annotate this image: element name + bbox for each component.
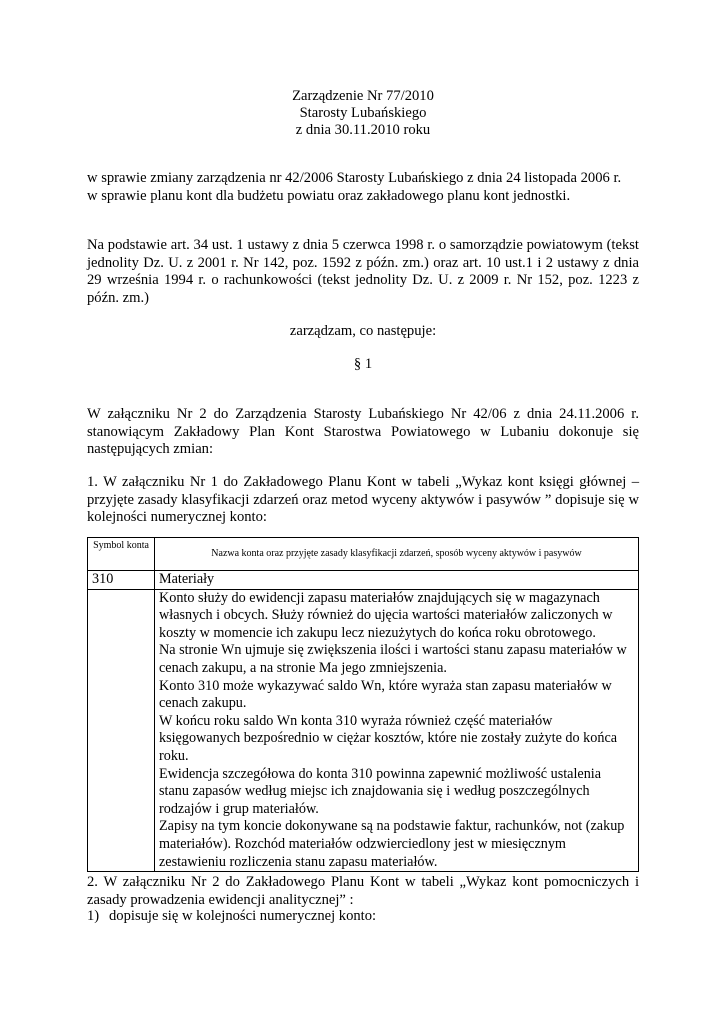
subject-line-1: w sprawie zmiany zarządzenia nr 42/2006 Starosty Lubańskiego z dnia 24 listopada 2006 r. <box>87 170 622 186</box>
account-name-cell: Materiały <box>155 571 639 590</box>
account-description-cell: Konto służy do ewidencji zapasu materiałów znajdujących się w magazynach własnych i obcych. Służy również do ujęcia wartości materiałów zaliczonych w koszty w momencie ich zakupu lecz niezużytych do końca roku obrotowego. Na stronie Wn ujmuje się zwiększenia ilości i wartości stanu zapasu materiałów w cenach zakupu, a na stronie Ma jego zmniejszenia. Konto 310 może wykazywać saldo Wn, które wyraża stan zapasu materiałów w cenach zakupu. W końcu roku saldo Wn konta 310 wyraża również część materiałów księgowanych bezpośrednio w ciężar kosztów, które nie zostały zużyte do końca roku. Ewidencja szczegółowa do konta 310 powinna zapewnić możliwość ustalenia stanu zapasów według miejsc ich znajdowania się i według poszczególnych rodzajów i grup materiałów. Zapisy na tym koncie dokonywane są na podstawie faktur, rachunków, not (zakup materiałów). Rozchód materiałów odzwierciedlony jest w miesięcznym zestawieniu rozliczenia stanu zapasu materiałów. <box>155 589 639 872</box>
header-title: Zarządzenie Nr 77/2010 <box>292 88 434 104</box>
document-subject <box>87 170 647 205</box>
subitem-text: dopisuje się w kolejności numerycznej konto: <box>109 908 377 924</box>
empty-symbol-cell <box>88 589 155 872</box>
point-2-paragraph: 2. W załączniku Nr 2 do Zakładowego Planu Kont w tabeli „Wykaz kont pomocniczych i zasady prowadzenia ewidencji analitycznej” : <box>87 874 639 908</box>
order-statement: zarządzam, co następuje: <box>289 323 437 339</box>
account-symbol-cell: 310 <box>88 571 155 590</box>
point-1-paragraph: 1. W załączniku Nr 1 do Zakładowego Planu Kont w tabeli „Wykaz kont księgi głównej – przyjęte zasady klasyfikacji zdarzeń oraz metod wyceny aktywów i pasywów ” dopisuje się w kolejności numerycznej konto: <box>87 474 639 525</box>
column-header-description: Nazwa konta oraz przyjęte zasady klasyfikacji zdarzeń, sposób wyceny aktywów i pasywów <box>155 538 639 571</box>
section1-intro-paragraph: W załączniku Nr 2 do Zarządzenia Starosty Lubańskiego Nr 42/06 z dnia 24.11.2006 r. stanowiącym Zakładowy Plan Kont Starostwa Powiatowego w Lubaniu dokonuje się następujących zmian: <box>87 406 639 457</box>
table-header-row <box>88 538 639 571</box>
subitem-number: 1) <box>87 908 100 924</box>
subject-line-2: w sprawie planu kont dla budżetu powiatu oraz zakładowego planu kont jednostki. <box>87 187 571 204</box>
account-table <box>87 537 639 872</box>
header-issuer: Starosty Lubańskiego <box>299 105 427 121</box>
legal-basis-paragraph: Na podstawie art. 34 ust. 1 ustawy z dnia 5 czerwca 1998 r. o samorządzie powiatowym (tekst jednolity Dz. U. z 2001 r. Nr 142, poz. 1592 z późn. zm.) oraz art. 10 ust.1 i 2 ustawy z dnia 29 września 1994 r. o rachunkowości (tekst jednolity Dz. U. z 2009 r. Nr 152, poz. 1223 z późn. zm.) <box>87 237 639 306</box>
section-sign: § 1 <box>353 356 373 372</box>
header-date: z dnia 30.11.2010 roku <box>295 122 431 138</box>
table-row <box>88 571 639 590</box>
point-2-subitem <box>87 908 639 926</box>
table-row <box>88 589 639 872</box>
document-header <box>87 88 639 139</box>
column-header-symbol: Symbol konta <box>88 538 155 571</box>
